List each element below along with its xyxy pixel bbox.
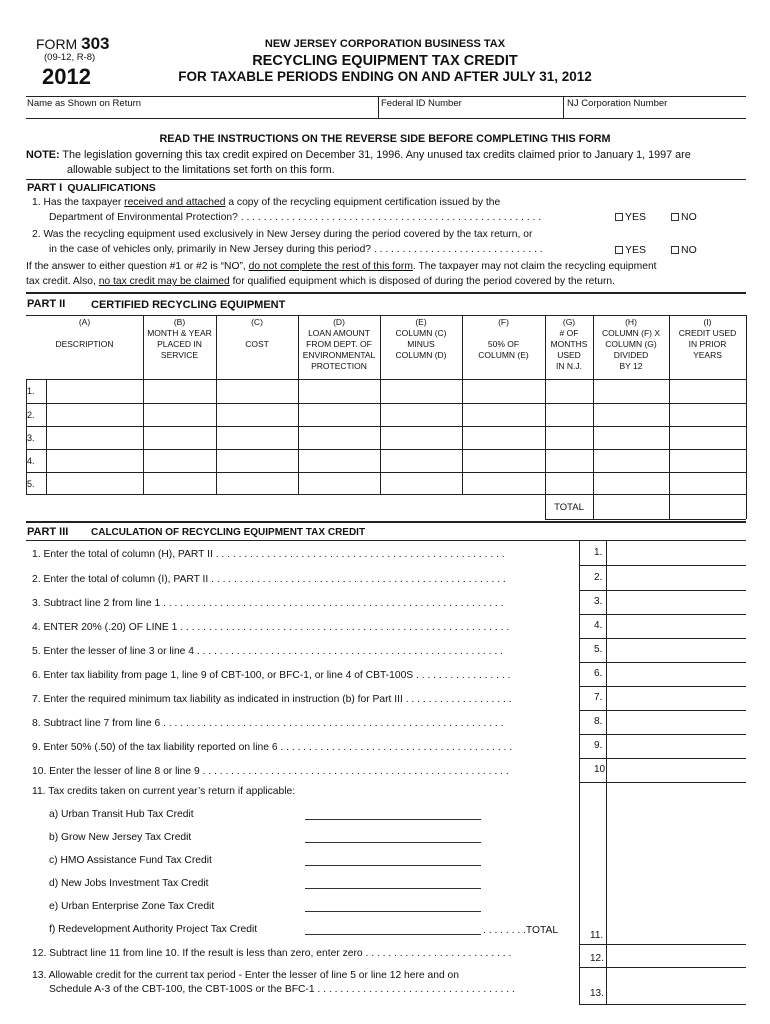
calc-line-text: 6. Enter tax liability from page 1, line 9 of CBT-100, or BFC-1, or line 4 of CBT-100S . . . . . . . . . . . . . . . . .	[32, 670, 511, 681]
calc-line-number: 8.	[594, 716, 603, 727]
column-letter: (G)	[562, 317, 576, 327]
credit-sub-item-input[interactable]	[305, 809, 481, 820]
column-header	[593, 317, 669, 372]
column-header-text: COLUMN (F) X	[601, 328, 661, 338]
calc-line-number: 10.	[594, 764, 608, 775]
note-line-2: allowable subject to the limitations set forth on this form.	[67, 164, 335, 176]
question-1-line2: Department of Environmental Protection? . . . . . . . . . . . . . . . . . . . . . . . . . . . . . . . . . . . . . . . . . . . . . . . . . . . . .	[49, 212, 542, 223]
calc-line-amount[interactable]	[607, 711, 746, 733]
table-cell[interactable]	[594, 404, 669, 426]
agency-title: NEW JERSEY CORPORATION BUSINESS TAX	[264, 38, 506, 50]
table-cell[interactable]	[217, 473, 298, 494]
column-header-text	[462, 328, 545, 339]
column-header-text: LOAN AMOUNT	[308, 328, 370, 338]
table-cell[interactable]	[144, 427, 216, 449]
calc-line-number: 4.	[594, 620, 603, 631]
table-cell[interactable]	[670, 380, 746, 403]
id-row-bottom-border	[26, 118, 746, 119]
line-11-total-label: . . . . . . . .TOTAL	[483, 925, 559, 936]
line-number-column-left-border	[579, 541, 580, 1005]
q2-yes-option[interactable]	[615, 244, 646, 256]
column-header-text: MONTH & YEAR	[147, 328, 212, 338]
credit-sub-item-label: d) New Jobs Investment Tax Credit	[49, 878, 209, 889]
q2-yes-label: YES	[625, 244, 647, 256]
column-header-text: COST	[245, 339, 269, 349]
column-letter: (B)	[173, 317, 186, 327]
column-header-text	[216, 328, 298, 339]
total-label: TOTAL	[554, 502, 584, 513]
part3-label: PART III	[27, 526, 69, 538]
table-cell[interactable]	[217, 450, 298, 472]
calc-line-text: 2. Enter the total of column (I), PART II . . . . . . . . . . . . . . . . . . . . . . . . . . . . . . . . . . . . . . . . . . . . . . . . . . . .	[32, 574, 506, 585]
calc-line-text: 3. Subtract line 2 from line 1 . . . . . . . . . . . . . . . . . . . . . . . . . . . . . . . . . . . . . . . . . . . . . . . . . . . . . . . . . . . .	[32, 598, 504, 609]
form-subtitle: FOR TAXABLE PERIODS ENDING ON AND AFTER JULY 31, 2012	[178, 69, 592, 84]
q2-no-checkbox[interactable]	[671, 246, 679, 254]
column-letter: (H)	[625, 317, 637, 327]
warn1-underlined: do not complete the rest of this form	[248, 261, 413, 272]
warn1-b: . The taxpayer may not claim the recycling equipment	[412, 261, 657, 272]
form-word: FORM	[36, 36, 78, 52]
credit-sub-item-label: b) Grow New Jersey Tax Credit	[49, 832, 192, 843]
question-2-line2: in the case of vehicles only, primarily in New Jersey during this period? . . . . . . . . . . . . . . . . . . . . . . . . . . . . . .	[49, 244, 543, 255]
column-header-text: COLUMN (G)	[605, 339, 657, 349]
line-13-amount[interactable]	[607, 968, 746, 1004]
column-header	[143, 317, 216, 361]
calc-line-text: 7. Enter the required minimum tax liability as indicated in instruction (b) for Part III . . . . . . . . . . . . . . . . . . .	[32, 694, 512, 705]
table-cell[interactable]	[217, 380, 298, 403]
column-header-text: MONTHS	[550, 339, 588, 349]
table-cell[interactable]	[299, 473, 380, 494]
table-cell[interactable]	[144, 404, 216, 426]
line-12-number: 12.	[590, 953, 604, 964]
calc-line-rule	[579, 782, 746, 783]
column-header-text: PROTECTION	[311, 361, 367, 371]
calc-line-amount[interactable]	[607, 591, 746, 613]
calc-line-number: 5.	[594, 644, 603, 655]
table-cell[interactable]	[670, 450, 746, 472]
calc-line-text: 4. ENTER 20% (.20) OF LINE 1 . . . . . . . . . . . . . . . . . . . . . . . . . . . . . . . . . . . . . . . . . . . . . . . . . . . . . . . . . .	[32, 622, 510, 633]
column-letter: (F)	[498, 317, 509, 327]
table-cell[interactable]	[299, 450, 380, 472]
credit-sub-item-label: a) Urban Transit Hub Tax Credit	[49, 809, 194, 820]
credit-sub-item-input[interactable]	[305, 855, 481, 866]
table-cell[interactable]	[670, 427, 746, 449]
column-header-text: FROM DEPT. OF	[306, 339, 372, 349]
fein-field[interactable]	[379, 110, 563, 118]
calc-line-text: 9. Enter 50% (.50) of the tax liability reported on line 6 . . . . . . . . . . . . . . . . . . . . . . . . . . . . . . . . . . . . . . . . .	[32, 742, 513, 753]
line-11-amount[interactable]	[607, 922, 746, 944]
calc-line-amount[interactable]	[607, 615, 746, 637]
calc-line-amount[interactable]	[607, 687, 746, 709]
line-12-amount[interactable]	[607, 945, 746, 967]
column-letter: (A)	[78, 317, 91, 327]
credit-sub-item-input[interactable]	[305, 832, 481, 843]
table-cell[interactable]	[381, 427, 462, 449]
q2-no-label: NO	[681, 244, 697, 256]
credit-sub-item-label: c) HMO Assistance Fund Tax Credit	[49, 855, 212, 866]
column-header-text: COLUMN (E)	[478, 350, 529, 360]
table-cell[interactable]	[670, 473, 746, 494]
table-row-number: 3.	[27, 433, 35, 443]
name-field[interactable]	[26, 110, 378, 118]
credit-sub-item-label: f) Redevelopment Authority Project Tax Credit	[49, 924, 258, 935]
column-header	[216, 317, 298, 350]
part3-header-border	[26, 540, 746, 541]
table-cell[interactable]	[594, 380, 669, 403]
credit-sub-item-input[interactable]	[305, 878, 481, 889]
nj-corp-field[interactable]	[564, 110, 746, 118]
part1-label: PART I	[27, 182, 63, 194]
note-text-1: The legislation governing this tax credit expired on December 31, 1996. Any unused tax credits claimed prior to January 1, 1997 are	[62, 149, 691, 161]
column-header-text: BY 12	[619, 361, 643, 371]
q1-text-underlined: received and attached	[124, 197, 226, 208]
part1-warning-2	[26, 276, 615, 287]
total-row-bottom-border	[545, 519, 746, 520]
table-cell[interactable]	[546, 450, 593, 472]
column-header-text: COLUMN (C)	[395, 328, 447, 338]
name-field-label: Name as Shown on Return	[27, 98, 142, 109]
table-cell[interactable]	[594, 473, 669, 494]
q2-yes-checkbox[interactable]	[615, 246, 623, 254]
form-number: 303	[81, 34, 110, 53]
calc-line-amount[interactable]	[607, 663, 746, 685]
line-13-text-b: Schedule A-3 of the CBT-100, the CBT-100S or the BFC-1 . . . . . . . . . . . . . . . . . . . . . . . . . . . . . . . . . . .	[49, 984, 515, 995]
table-cell[interactable]	[546, 404, 593, 426]
instructions-banner: READ THE INSTRUCTIONS ON THE REVERSE SIDE BEFORE COMPLETING THIS FORM	[159, 133, 611, 145]
table-cell[interactable]	[546, 473, 593, 494]
table-cell[interactable]	[670, 404, 746, 426]
table-header-top-border	[26, 315, 746, 316]
table-cell[interactable]	[144, 380, 216, 403]
warn2-b: for qualified equipment which is disposed of during the period covered by the return.	[229, 276, 615, 287]
calc-line-rule	[579, 565, 746, 566]
column-header	[26, 317, 143, 350]
calc-line-number: 7.	[594, 692, 603, 703]
table-cell[interactable]	[381, 473, 462, 494]
column-header-text: IN N.J.	[556, 361, 582, 371]
line-11-number: 11.	[590, 930, 604, 941]
column-header	[545, 317, 593, 372]
line-13-rule	[579, 1004, 746, 1005]
calc-line-amount[interactable]	[607, 735, 746, 757]
part2-title: CERTIFIED RECYCLING EQUIPMENT	[91, 299, 286, 311]
column-header-text	[26, 328, 143, 339]
line-13-number: 13.	[590, 988, 604, 999]
table-cell[interactable]	[381, 450, 462, 472]
table-cell[interactable]	[546, 427, 593, 449]
column-header-text: ENVIRONMENTAL	[302, 350, 376, 360]
calc-line-number: 9.	[594, 740, 603, 751]
column-letter: (D)	[333, 317, 345, 327]
calc-line-amount[interactable]	[607, 542, 746, 564]
part3-top-border	[26, 521, 746, 523]
table-cell[interactable]	[463, 404, 545, 426]
total-column-i[interactable]	[670, 495, 746, 519]
table-cell[interactable]	[299, 380, 380, 403]
column-header-text: YEARS	[693, 350, 722, 360]
note-line-1	[26, 149, 691, 161]
column-letter: (C)	[251, 317, 263, 327]
table-row-number: 5.	[27, 479, 35, 489]
column-header-text: CREDIT USED	[678, 328, 737, 338]
q1-text-a: 1. Has the taxpayer	[32, 197, 125, 208]
calc-line-amount[interactable]	[607, 567, 746, 589]
part1-title: QUALIFICATIONS	[67, 182, 156, 194]
q1-yes-checkbox[interactable]	[615, 213, 623, 221]
table-cell[interactable]	[463, 473, 545, 494]
calc-line-text: 1. Enter the total of column (H), PART II . . . . . . . . . . . . . . . . . . . . . . . . . . . . . . . . . . . . . . . . . . . . . . . . . . .	[32, 549, 505, 560]
table-cell[interactable]	[144, 473, 216, 494]
calc-line-text: 10. Enter the lesser of line 8 or line 9 . . . . . . . . . . . . . . . . . . . . . . . . . . . . . . . . . . . . . . . . . . . . . . . . . . . . . .	[32, 766, 509, 777]
calc-line-number: 1.	[594, 547, 603, 558]
line-12-text: 12. Subtract line 11 from line 10. If the result is less than zero, enter zero . . . . . . . . . . . . . . . . . . . . . . . . . .	[32, 948, 512, 959]
part2-label: PART II	[27, 298, 66, 310]
tax-year: 2012	[42, 64, 91, 89]
table-cell[interactable]	[594, 450, 669, 472]
credit-sub-item-input[interactable]	[305, 901, 481, 912]
table-row-number: 1.	[27, 386, 35, 396]
q1-text-b: a copy of the recycling equipment certification issued by the	[225, 197, 501, 208]
table-cell[interactable]	[47, 450, 143, 472]
part2-top-border	[26, 292, 746, 294]
q1-yes-option[interactable]	[615, 211, 646, 223]
calc-line-amount[interactable]	[607, 759, 746, 781]
form-revision: (09-12, R-8)	[44, 52, 96, 63]
fein-field-label: Federal ID Number	[381, 98, 462, 109]
total-column-h[interactable]	[594, 495, 669, 519]
question-1	[32, 197, 500, 208]
column-header-text: USED	[557, 350, 581, 360]
column-header	[669, 317, 746, 361]
nj-corp-field-label: NJ Corporation Number	[567, 98, 668, 109]
calc-line-amount[interactable]	[607, 639, 746, 661]
table-cell[interactable]	[47, 427, 143, 449]
calc-line-number: 6.	[594, 668, 603, 679]
q1-no-checkbox[interactable]	[671, 213, 679, 221]
table-cell[interactable]	[381, 404, 462, 426]
q1-yes-label: YES	[625, 211, 647, 223]
calc-line-text: 5. Enter the lesser of line 3 or line 4 . . . . . . . . . . . . . . . . . . . . . . . . . . . . . . . . . . . . . . . . . . . . . . . . . . . . . .	[32, 646, 503, 657]
table-cell[interactable]	[47, 404, 143, 426]
calc-line-number: 3.	[594, 596, 603, 607]
table-row-number: 4.	[27, 456, 35, 466]
column-header	[380, 317, 462, 361]
column-header-text: DIVIDED	[613, 350, 649, 360]
column-header-text: MINUS	[407, 339, 435, 349]
column-header-text: SERVICE	[160, 350, 199, 360]
credit-sub-item-input[interactable]	[305, 924, 481, 935]
column-header	[298, 317, 380, 372]
table-cell[interactable]	[546, 380, 593, 403]
table-cell[interactable]	[463, 380, 545, 403]
question-2: 2. Was the recycling equipment used exclusively in New Jersey during the period covered by the tax return, or	[32, 229, 533, 240]
part1-heading	[27, 182, 156, 194]
table-cell[interactable]	[144, 450, 216, 472]
line-13-text-a: 13. Allowable credit for the current tax period - Enter the lesser of line 5 or line 12 here and on	[32, 970, 459, 981]
form-title: RECYCLING EQUIPMENT TAX CREDIT	[252, 53, 518, 69]
table-cell[interactable]	[299, 427, 380, 449]
credit-sub-item-label: e) Urban Enterprise Zone Tax Credit	[49, 901, 215, 912]
column-header-text: COLUMN (D)	[395, 350, 447, 360]
table-row-number: 2.	[27, 410, 35, 420]
calc-line-text: 8. Subtract line 7 from line 6 . . . . . . . . . . . . . . . . . . . . . . . . . . . . . . . . . . . . . . . . . . . . . . . . . . . . . . . . . . . .	[32, 718, 504, 729]
table-cell[interactable]	[463, 450, 545, 472]
column-header-text: 50% OF	[487, 339, 520, 349]
q1-no-option[interactable]	[671, 211, 697, 223]
column-header-text: PLACED IN	[157, 339, 202, 349]
table-cell[interactable]	[381, 380, 462, 403]
table-cell[interactable]	[47, 473, 143, 494]
column-header-text: DESCRIPTION	[55, 339, 114, 349]
column-letter: (I)	[703, 317, 712, 327]
warn2-underlined: no tax credit may be claimed	[98, 276, 230, 287]
table-cell[interactable]	[47, 380, 143, 403]
part1-warning-1	[26, 261, 657, 272]
table-right-border	[746, 315, 747, 519]
table-cell[interactable]	[463, 427, 545, 449]
calc-line-number: 2.	[594, 572, 603, 583]
column-letter: (E)	[415, 317, 427, 327]
table-cell[interactable]	[299, 404, 380, 426]
warn1-a: If the answer to either question #1 or #2 is “NO”,	[26, 261, 249, 272]
id-row-top-border	[26, 96, 746, 97]
part3-title: CALCULATION OF RECYCLING EQUIPMENT TAX CREDIT	[91, 527, 366, 538]
table-cell[interactable]	[217, 404, 298, 426]
q2-no-option[interactable]	[671, 244, 697, 256]
part1-top-border	[26, 179, 746, 180]
note-label: NOTE:	[26, 149, 60, 161]
line-11-heading: 11. Tax credits taken on current year’s return if applicable:	[32, 786, 296, 797]
q1-no-label: NO	[681, 211, 697, 223]
column-header-text: # OF	[559, 328, 579, 338]
table-cell[interactable]	[594, 427, 669, 449]
column-header	[462, 317, 545, 361]
column-header-text: IN PRIOR	[688, 339, 727, 349]
warn2-a: tax credit. Also,	[26, 276, 99, 287]
table-cell[interactable]	[217, 427, 298, 449]
